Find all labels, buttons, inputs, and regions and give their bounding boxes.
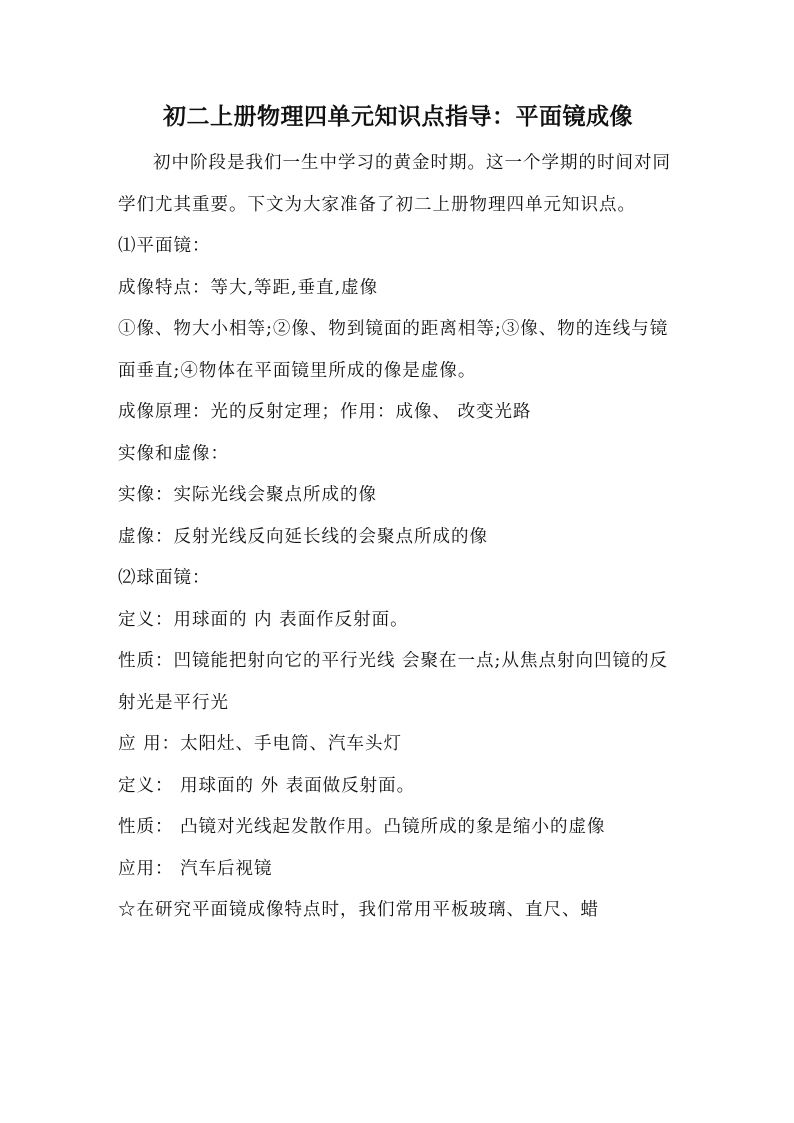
real-image-definition: 实像：实际光线会聚点所成的像 bbox=[118, 485, 377, 505]
concave-definition: 定义：用球面的 内 表面作反射面。 bbox=[118, 609, 409, 630]
real-virtual-heading: 实像和虚像： bbox=[118, 443, 229, 464]
concave-application: 应 用：太阳灶、手电筒、汽车头灯 bbox=[118, 734, 403, 754]
convex-property: 性质： 凸镜对光线起发散作用。凸镜所成的象是缩小的虚像 bbox=[118, 817, 606, 837]
convex-application: 应用： 汽车后视镜 bbox=[118, 858, 273, 879]
virtual-image-definition: 虚像：反射光线反向延长线的会聚点所成的像 bbox=[118, 526, 488, 547]
imaging-features-detail: ①像、物大小相等;②像、物到镜面的距离相等;③像、物的连线与镜面垂直;④物体在平面镜里所成的像是虚像。 bbox=[118, 319, 669, 381]
convex-definition: 定义： 用球面的 外 表面做反射面。 bbox=[118, 775, 416, 796]
section-heading-spherical-mirror: ⑵球面镜： bbox=[118, 568, 211, 588]
section-heading-plane-mirror: ⑴平面镜： bbox=[118, 236, 211, 256]
imaging-features-line: 成像特点：等大,等距,垂直,虚像 bbox=[118, 277, 379, 298]
imaging-principle-line: 成像原理：光的反射定理；作用：成像、 改变光路 bbox=[118, 402, 532, 422]
page-title: 初二上册物理四单元知识点指导：平面镜成像 bbox=[163, 103, 633, 130]
experiment-note: ☆在研究平面镜成像特点时，我们常用平板玻璃、直尺、蜡 bbox=[118, 900, 599, 920]
intro-paragraph: 初中阶段是我们一生中学习的黄金时期。这一个学期的时间对同学们尤其重要。下文为大家准备了初二上册物理四单元知识点。 bbox=[118, 153, 671, 215]
document-body bbox=[118, 143, 674, 932]
concave-property: 性质：凹镜能把射向它的平行光线 会聚在一点;从焦点射向凹镜的反射光是平行光 bbox=[118, 651, 668, 713]
